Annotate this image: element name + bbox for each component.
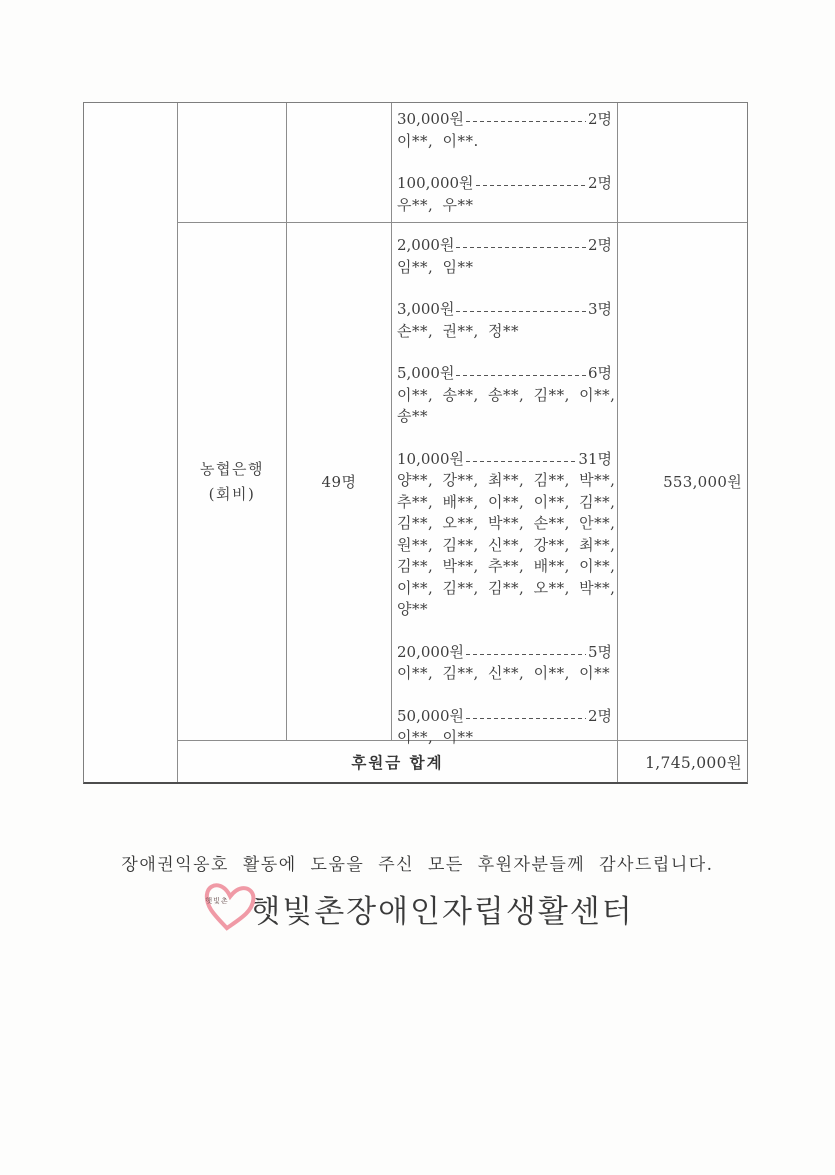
donation-group (397, 299, 612, 342)
donor-names-line: 이**, 김**, 신**, 이**, 이** (397, 664, 611, 682)
dash-leader (466, 718, 586, 719)
carryover-count-cell-empty (287, 103, 392, 223)
donation-amount: 50,000원 (397, 706, 464, 725)
donation-amount: 30,000원 (397, 110, 464, 128)
total-label: 후원금 합계 (351, 752, 444, 772)
donation-group (397, 109, 612, 152)
carryover-bank-cell-empty (178, 103, 287, 223)
donor-names-line: 양**, 강**, 최**, 김**, 박**, (397, 471, 616, 489)
donor-count: 3명 (587, 300, 612, 318)
donor-count: 2명 (587, 706, 612, 725)
donation-amount-line (397, 363, 612, 385)
dash-leader (466, 654, 586, 655)
donor-names-line: 이**, 이**. (397, 131, 479, 150)
dash-leader (466, 121, 586, 122)
subtotal-cell (618, 223, 747, 741)
donation-group (397, 449, 616, 621)
donation-amount: 2,000원 (397, 236, 455, 254)
carryover-detail-cell (392, 103, 618, 223)
donor-count: 2명 (587, 236, 612, 254)
donation-amount: 100,000원 (397, 174, 474, 192)
donation-group (397, 235, 612, 278)
donor-count: 2명 (587, 174, 612, 192)
heart-outline-icon (198, 876, 260, 940)
subtotal-amount: 553,000원 (663, 473, 742, 491)
donation-amount-line (397, 706, 612, 728)
donor-count-total: 49명 (321, 473, 357, 491)
dash-leader (456, 311, 586, 312)
donation-group (397, 642, 612, 685)
donor-names-line: 추**, 배**, 이**, 이**, 김**, (397, 492, 616, 511)
donor-names-line: 이**, 송**, 송**, 김**, 이**, (397, 385, 616, 404)
total-label-cell (178, 741, 618, 782)
donation-table (83, 102, 748, 784)
category-cell-empty (84, 103, 178, 782)
donation-amount-line (397, 235, 612, 257)
org-name: 햇빛촌장애인자립생활센터 (250, 893, 634, 930)
thanks-message: 장애권익옹호 활동에 도움을 주신 모든 후원자분들께 감사드립니다. (121, 855, 714, 875)
donor-names-line: 우**, 우** (397, 195, 474, 214)
donation-group (397, 173, 612, 216)
donation-group (397, 363, 616, 428)
heart-logo-text: 햇빛촌 (205, 897, 229, 905)
org-signature-row (0, 876, 835, 940)
donor-count: 31명 (578, 449, 612, 468)
carryover-amount-cell-empty (618, 103, 747, 223)
heart-logo-icon (201, 879, 257, 937)
donation-amount-line (397, 299, 612, 321)
donor-names-line: 김**, 오**, 박**, 손**, 안**, (397, 514, 616, 532)
donor-names-line: 양** (397, 600, 428, 618)
donor-names-line: 손**, 권**, 정** (397, 321, 520, 340)
total-amount-cell (618, 741, 747, 782)
bank-name: 농협은행 (200, 459, 264, 478)
donor-names-line: 이**, 이** (397, 728, 474, 746)
bank-note: (회비) (208, 484, 256, 503)
dash-leader (456, 375, 586, 376)
bank-name-cell (178, 223, 287, 741)
donation-amount-line (397, 642, 612, 664)
donor-names-line: 김**, 박**, 추**, 배**, 이**, (397, 557, 616, 575)
donation-amount-line (397, 109, 612, 131)
donor-names-line: 이**, 김**, 김**, 오**, 박**, (397, 578, 616, 597)
donor-count-cell (287, 223, 392, 741)
donor-count: 6명 (587, 364, 612, 382)
donation-amount: 3,000원 (397, 300, 455, 318)
donor-names-line: 임**, 임** (397, 257, 474, 276)
donation-amount-line (397, 449, 612, 471)
dash-leader (456, 247, 586, 248)
donation-amount: 5,000원 (397, 364, 455, 382)
donor-names-line: 송** (397, 407, 428, 425)
dash-leader (476, 185, 586, 186)
donor-count: 2명 (587, 110, 612, 128)
dash-leader (466, 461, 576, 462)
donation-amount-line (397, 173, 612, 195)
donor-count: 5명 (587, 642, 612, 661)
donation-amount: 10,000원 (397, 449, 464, 468)
total-amount: 1,745,000원 (645, 753, 742, 772)
donation-amount: 20,000원 (397, 642, 464, 661)
donation-detail-cell (392, 223, 618, 746)
donor-names-line: 원**, 김**, 신**, 강**, 최**, (397, 535, 616, 554)
